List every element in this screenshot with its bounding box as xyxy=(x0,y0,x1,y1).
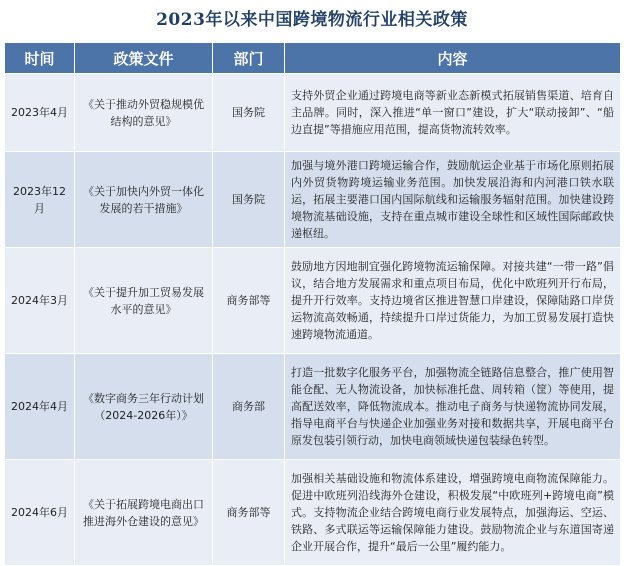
header-dept: 部门 xyxy=(213,43,285,74)
header-doc: 政策文件 xyxy=(75,43,213,74)
table-row xyxy=(5,354,621,460)
content-cell: 鼓励地方因地制宜强化跨境物流运输保障。对接共建“一带一路”倡议，结合地方发展需求和重点项目布局，优化中欧班列开行布局，提升开行效率。支持边境省区推进智慧口岸建设，保障陆路口岸货运物流高效畅通，持续提升口岸过货能力，为加工贸易发展打造快速跨境物流通道。 xyxy=(285,248,621,354)
dept-cell: 国务院 xyxy=(213,74,285,152)
content-cell: 支持外贸企业通过跨境电商等新业态新模式拓展销售渠道、培育自主品牌。同时，深入推进“单一窗口”建设，扩大“联动接卸”、“船边直提”等措施应用范围，提高货物流转效率。 xyxy=(285,74,621,152)
time-cell: 2023年4月 xyxy=(5,74,75,152)
content-cell: 加强相关基础设施和物流体系建设，增强跨境电商物流保障能力。促进中欧班列沿线海外仓建设，积极发展“中欧班列+跨境电商”模式。支持物流企业结合跨境电商行业发展特点，加强海运、空运、铁路、多式联运等运输保障能力建设。鼓励物流企业与东道国寄递企业开展合作，提升“最后一公里”履约能力。 xyxy=(285,460,621,566)
dept-cell: 商务部等 xyxy=(213,460,285,566)
table-header-row xyxy=(5,43,621,74)
table-row xyxy=(5,248,621,354)
page-title: 2023年以来中国跨境物流行业相关政策 xyxy=(156,10,468,30)
doc-cell: 《关于推动外贸稳规模优结构的意见》 xyxy=(75,74,213,152)
doc-cell: 《关于提升加工贸易发展水平的意见》 xyxy=(75,248,213,354)
doc-cell: 《数字商务三年行动计划（2024-2026年）》 xyxy=(75,354,213,460)
time-cell: 2023年12月 xyxy=(5,152,75,248)
table-row xyxy=(5,74,621,152)
dept-cell: 商务部等 xyxy=(213,248,285,354)
doc-cell: 《关于加快内外贸一体化发展的若干措施》 xyxy=(75,152,213,248)
time-cell: 2024年6月 xyxy=(5,460,75,566)
doc-cell: 《关于拓展跨境电商出口推进海外仓建设的意见》 xyxy=(75,460,213,566)
time-cell: 2024年4月 xyxy=(5,354,75,460)
time-cell: 2024年3月 xyxy=(5,248,75,354)
header-time: 时间 xyxy=(5,43,75,74)
dept-cell: 商务部 xyxy=(213,354,285,460)
dept-cell: 国务院 xyxy=(213,152,285,248)
header-content: 内容 xyxy=(285,43,621,74)
content-cell: 加强与境外港口跨境运输合作，鼓励航运企业基于市场化原则拓展内外贸货物跨境运输业务范围。加快发展沿海和内河港口铁水联运，拓展主要港口国内国际航线和运输服务辐射范围。加快建设跨境物流基础设施，支持在重点城市建设全球性和区域性国际邮政快递枢纽。 xyxy=(285,152,621,248)
content-cell: 打造一批数字化服务平台，加强物流全链路信息整合，推广使用智能仓配、无人物流设备，加快标准托盘、周转箱（筐）等使用，提高配送效率，降低物流成本。推动电子商务与快递物流协同发展，指导电商平台与快递企业加强业务对接和数据共享，开展电商平台原发包装引领行动，加快电商领域快递包装绿色转型。 xyxy=(285,354,621,460)
table-row xyxy=(5,460,621,566)
policy-table xyxy=(4,42,621,566)
table-row xyxy=(5,152,621,248)
